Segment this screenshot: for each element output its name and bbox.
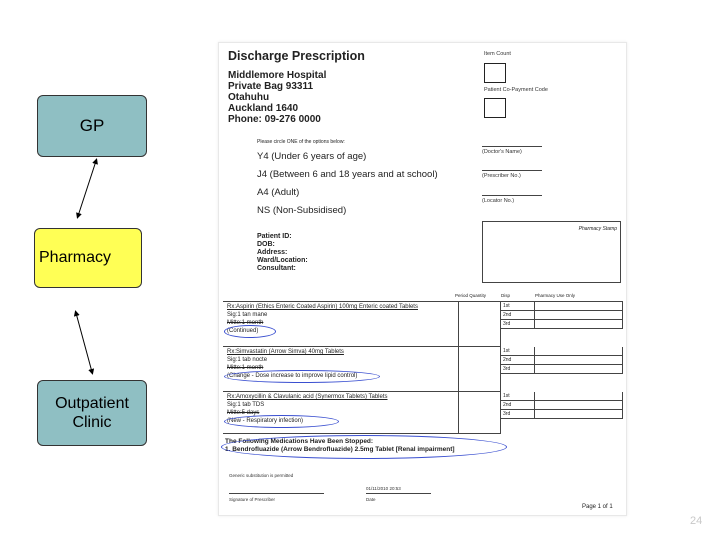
pharmacy-use-cell [535,320,623,329]
pharmacy-stamp-label: Pharmacy Stamp [578,226,617,232]
pharmacy-label: Pharmacy [39,249,112,266]
pharmacy-use-cell [535,311,623,320]
patient-field: Consultant: [257,265,296,272]
option-a4: A4 (Adult) [257,187,300,198]
page-label: Page 1 of 1 [582,504,613,510]
disp-cell: 3rd [501,410,535,419]
arrow-gp-pharmacy [78,161,96,216]
options-intro: Please circle ONE of the options below: [257,139,345,145]
doctor-name-label: (Doctor's Name) [482,149,522,155]
slide-number: 24 [690,515,703,527]
period-qty-cell [459,392,501,434]
medication-sig: Sig:1 tab TDS [227,402,265,408]
disp-cell: 2nd [501,401,535,410]
copayment-label: Patient Co-Payment Code [484,87,548,93]
medication-mitte: Mitte:1 month [227,320,264,326]
pharmacy-use-cell [535,392,623,401]
signature-line [229,493,324,494]
medication-row [223,392,459,434]
prescriber-no-line [482,170,542,171]
pharmacy-use-cell [535,347,623,356]
disp-cell: 1st [501,347,535,356]
medication-mitte: Mitte:5 days [227,410,260,416]
pharmacy-use-cell [535,401,623,410]
doctor-name-line [482,146,542,147]
disp-cell: 2nd [501,356,535,365]
patient-field: DOB: [257,241,275,248]
patient-field: Patient ID: [257,233,292,240]
patient-field: Ward/Location: [257,257,308,264]
address-line: Middlemore Hospital [228,70,327,81]
medication-name: Rx:Amoxycillin & Clavulanic acid (Synermox Tablets) Tablets [227,394,388,400]
item-count-box [484,63,506,83]
discharge-prescription-document [218,42,627,516]
stopped-heading: The Following Medications Have Been Stopped: [225,438,374,445]
medication-mitte: Mitte:1 month [227,365,264,371]
disp-cell: 1st [501,392,535,401]
gp-label: GP [79,116,105,135]
date-line [366,493,431,494]
highlight-oval [224,325,276,338]
medication-name: Rx:Simvastatin (Arrow Simva) 40mg Tablets [227,349,344,355]
locator-no-line [482,195,542,196]
locator-no-label: (Locator No.) [482,198,515,204]
outpatient-label: Outpatient Clinic [55,395,129,431]
disp-cell: 3rd [501,320,535,329]
address-line: Otahuhu [228,92,270,103]
prescription-datetime: 01/11/2010 20:53 [366,486,401,491]
pharmacy-use-cell [535,302,623,311]
pharmacy-use-cell [535,356,623,365]
pharmacy-use-cell [535,410,623,419]
highlight-oval [224,415,339,428]
arrow-pharmacy-outpatient [76,313,92,372]
option-y4: Y4 (Under 6 years of age) [257,151,367,162]
date-label: Date [366,497,376,502]
medication-note: (New - Respiratory infection) [227,418,304,424]
col-pharmacy-use: Pharmacy Use Only [535,293,576,298]
option-j4: J4 (Between 6 and 18 years and at school) [257,169,438,180]
medication-note: (Continued) [227,328,259,334]
disp-cell: 2nd [501,311,535,320]
highlight-oval [221,435,507,459]
item-count-label: Item Count [484,51,511,57]
generic-substitution-note: Generic substitution is permitted [229,473,294,478]
medication-table [223,301,623,449]
prescription-title: Discharge Prescription [228,49,365,63]
medication-note: (Change - Dose increase to improve lipid control) [227,373,358,379]
prescriber-no-label: (Prescriber No.) [482,173,521,179]
pharmacy-use-cell [535,365,623,374]
medication-sig: Sig:1 tan mane [227,312,268,318]
highlight-oval [224,370,380,383]
hospital-address [228,70,326,125]
signature-label: Signature of Prescriber [229,497,276,502]
col-disp: Disp [501,293,511,298]
medication-sig: Sig:1 tab nocte [227,357,268,363]
patient-info [257,233,308,273]
col-period-quantity: Period Quantity [455,293,487,298]
period-qty-cell [459,302,501,347]
patient-field: Address: [257,249,288,256]
period-qty-cell [459,347,501,392]
medication-name: Rx:Aspirin (Ethics Enteric Coated Aspirin) 100mg Enteric coated Tablets [227,304,418,310]
address-line: Private Bag 93311 [228,81,314,92]
stopped-item: 1. Bendrofluazide (Arrow Bendrofluazide) 2.5mg Tablet [Renal impairment] [225,446,455,453]
disp-cell: 1st [501,302,535,311]
medication-row [223,347,459,392]
option-ns: NS (Non-Subsidised) [257,205,347,216]
address-line: Auckland 1640 [228,103,299,114]
pharmacy-stamp-box [482,221,621,283]
address-line: Phone: 09-276 0000 [228,114,321,125]
copayment-box [484,98,506,118]
disp-cell: 3rd [501,365,535,374]
